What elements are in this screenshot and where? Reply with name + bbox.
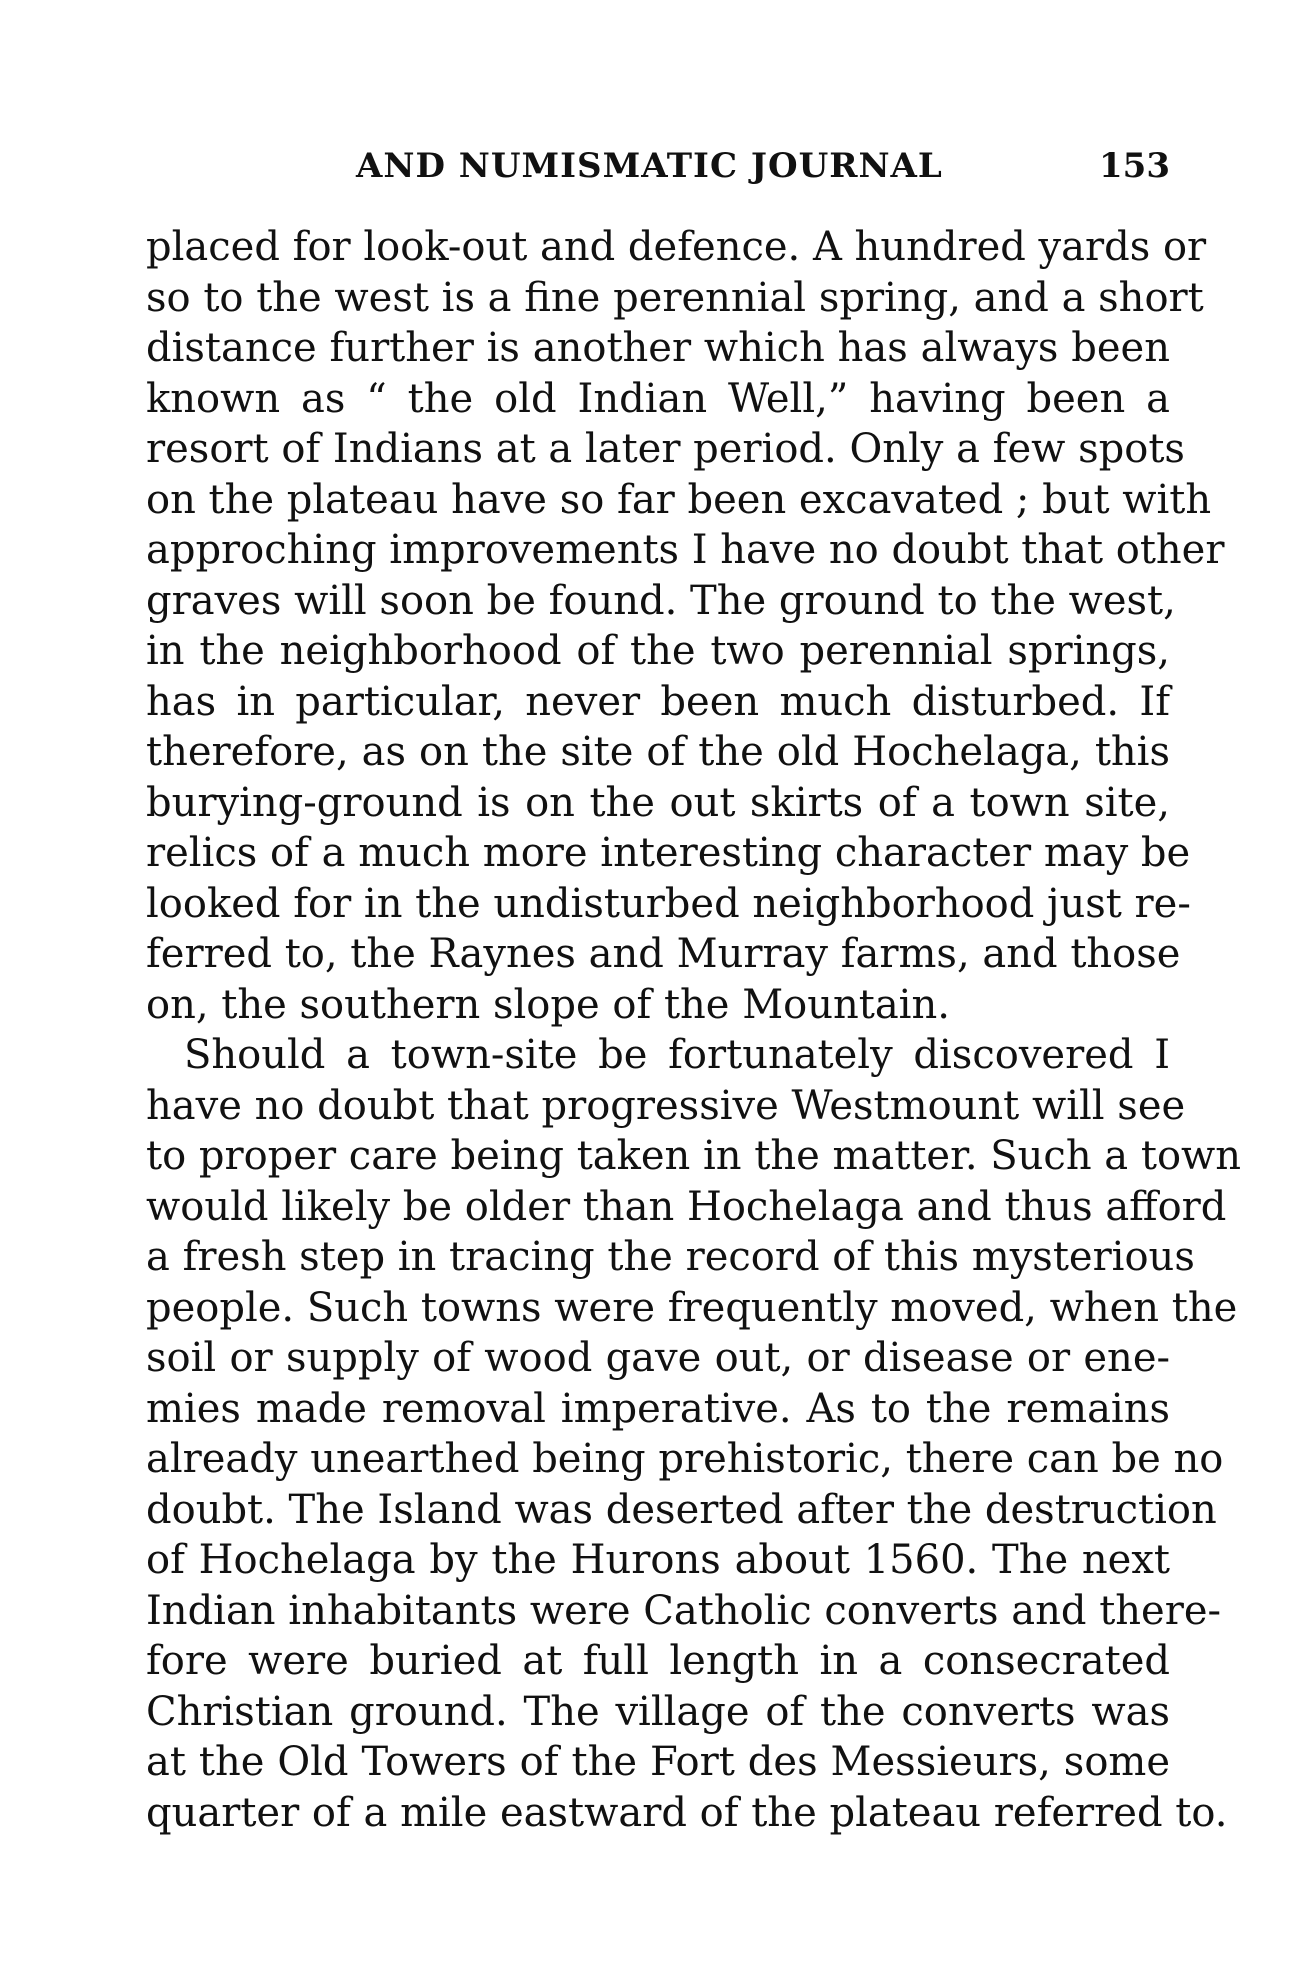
text-line: ferred to, the Raynes and Murray farms, and those (146, 931, 1181, 977)
text-line: soil or supply of wood gave out, or disease or ene- (146, 1335, 1170, 1381)
paragraph (146, 1030, 1242, 1838)
text-line: burying-ground is on the out skirts of a town site, (146, 779, 1170, 826)
text-line: resort of Indians at a later period. Only a few spots (146, 426, 1185, 472)
text-line: mies made removal imperative. As to the remains (146, 1385, 1170, 1432)
text-line: of Hochelaga by the Hurons about 1560. The next (146, 1537, 1170, 1583)
text-line: have no doubt that progressive Westmount will see (146, 1082, 1186, 1129)
body-text (146, 222, 1242, 1838)
text-line: to proper care being taken in the matter. Such a town (146, 1133, 1242, 1179)
text-line: quarter of a mile eastward of the plateau referred to. (146, 1789, 1228, 1836)
text-line: fore were buried at full length in a consecrated (146, 1638, 1170, 1684)
text-line: already unearthed being prehistoric, there can be no (146, 1436, 1224, 1482)
page-number: 153 (1099, 146, 1170, 186)
text-line: so to the west is a fine perennial spring, and a short (146, 274, 1204, 321)
text-line: on, the southern slope of the Mountain. (146, 981, 950, 1028)
text-line: has in particular, never been much disturbed. If (146, 678, 1170, 725)
text-line: would likely be older than Hochelaga and thus afford (146, 1183, 1227, 1230)
text-line: Indian inhabitants were Catholic converts and there- (146, 1587, 1222, 1634)
text-line: looked for in the undisturbed neighborhood just re- (146, 880, 1191, 927)
text-line: a fresh step in tracing the record of this mysterious (146, 1234, 1195, 1280)
paragraph (146, 222, 1225, 1030)
text-line: therefore, as on the site of the old Hochelaga, this (146, 729, 1170, 775)
text-line: Should a town-site be fortunately discovered I (184, 1032, 1170, 1078)
text-line: approching improvements I have no doubt that other (146, 527, 1225, 573)
running-head (146, 146, 1170, 196)
text-line: placed for look-out and defence. A hundred yards or (146, 224, 1207, 270)
text-line: at the Old Towers of the Fort des Messieurs, some (146, 1739, 1170, 1785)
text-line: people. Such towns were frequently moved, when the (146, 1284, 1238, 1331)
text-line: distance further is another which has always been (146, 325, 1170, 371)
text-line: in the neighborhood of the two perennial springs, (146, 628, 1170, 674)
text-line: known as “ the old Indian Well,” having been a (146, 375, 1170, 422)
text-line: relics of a much more interesting character may be (146, 830, 1191, 876)
running-title: AND NUMISMATIC JOURNAL (356, 146, 943, 186)
text-line: Christian ground. The village of the converts was (146, 1688, 1170, 1735)
text-line: graves will soon be found. The ground to the west, (146, 577, 1176, 624)
text-line: doubt. The Island was deserted after the destruction (146, 1486, 1217, 1533)
text-line: on the plateau have so far been excavated ; but with (146, 476, 1212, 523)
